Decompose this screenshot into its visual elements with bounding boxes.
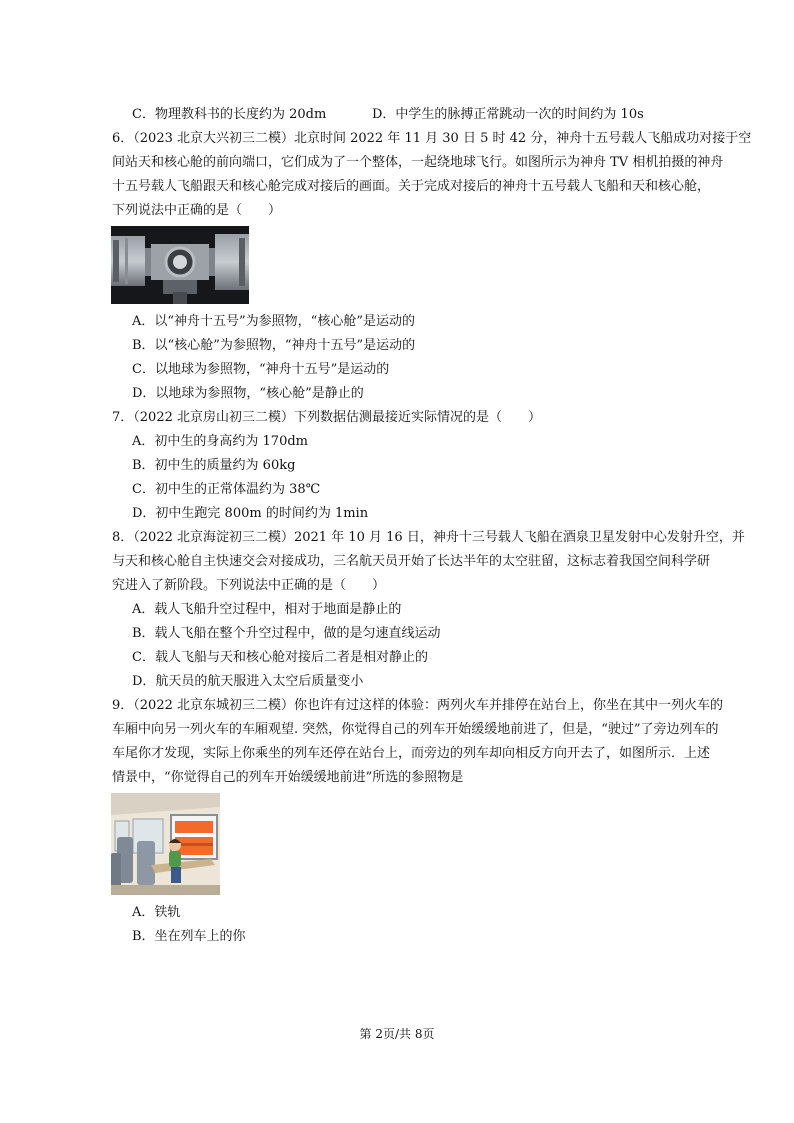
q7-option-d: D．初中生跑完 800m 的时间约为 1min — [132, 506, 369, 521]
spacecraft-docking-image — [111, 226, 249, 304]
q7-stem: 7．（2022 北京房山初三二模）下列数据估测最接近实际情况的是（ ） — [112, 410, 541, 425]
q9-option-b: B．坐在列车上的你 — [132, 929, 246, 944]
q6-stem-line-2: 间站天和核心舱的前向端口，它们成为了一个整体，一起绕地球飞行。如图所示为神舟 TV 相机拍摄的神舟 — [112, 155, 724, 170]
q7-option-a: A．初中生的身高约为 170dm — [132, 434, 308, 449]
q7-option-b: B．初中生的质量约为 60kg — [132, 458, 296, 473]
q6-option-c: C．以地球为参照物，“神舟十五号”是运动的 — [132, 362, 390, 377]
q8-option-a: A．载人飞船升空过程中，相对于地面是静止的 — [132, 602, 402, 617]
train-carriage-image — [111, 793, 220, 895]
q9-stem-line-2: 车厢中向另一列火车的车厢观望. 突然，你觉得自己的列车开始缓缓地前进了，但是，“驶过”了旁边列车的 — [112, 722, 719, 737]
q5-option-d: D．中学生的脉搏正常跳动一次的时间约为 10s — [372, 107, 644, 122]
q8-stem-line-3: 究进入了新阶段。下列说法中正确的是（ ） — [112, 578, 386, 593]
q9-stem-line-3: 车尾你才发现，实际上你乘坐的列车还停在站台上，而旁边的列车却向相反方向开去了，如图所示．上述 — [112, 746, 711, 761]
q6-stem-line-3: 十五号载人飞船跟天和核心舱完成对接后的画面。关于完成对接后的神舟十五号载人飞船和天和核心舱， — [112, 179, 711, 194]
page-number-footer: 第 2页/共 8页 — [359, 1027, 435, 1041]
q6-stem-line-4: 下列说法中正确的是（ ） — [112, 203, 282, 218]
q6-stem-line-1: 6．（2023 北京大兴初三二模）北京时间 2022 年 11 月 30 日 5 时 42 分，神舟十五号载人飞船成功对接于空 — [112, 131, 752, 146]
q8-stem-line-2: 与天和核心舱自主快速交会对接成功，三名航天员开始了长达半年的太空驻留，这标志着我国空间科学研 — [112, 554, 711, 569]
q8-option-d: D．航天员的航天服进入太空后质量变小 — [132, 674, 364, 689]
q9-stem-line-1: 9．（2022 北京东城初三二模）你也许有过这样的体验：两列火车并排停在站台上，你坐在其中一列火车的 — [112, 698, 723, 713]
q5-option-c: C．物理教科书的长度约为 20dm — [132, 107, 327, 122]
q7-option-c: C．初中生的正常体温约为 38℃ — [132, 482, 321, 497]
q6-option-b: B．以“核心舱”为参照物，“神舟十五号”是运动的 — [132, 338, 416, 353]
q8-option-c: C．载人飞船与天和核心舱对接后二者是相对静止的 — [132, 650, 428, 665]
q9-option-a: A．铁轨 — [132, 905, 181, 920]
q8-stem-line-1: 8．（2022 北京海淀初三二模）2021 年 10 月 16 日，神舟十三号载人飞船在酒泉卫星发射中心发射升空，并 — [112, 530, 745, 545]
q6-option-a: A．以“神舟十五号”为参照物，“核心舱”是运动的 — [132, 314, 415, 329]
q8-option-b: B．载人飞船在整个升空过程中，做的是匀速直线运动 — [132, 626, 441, 641]
q6-option-d: D．以地球为参照物，“核心舱”是静止的 — [132, 386, 364, 401]
q9-stem-line-4: 情景中，“你觉得自己的列车开始缓缓地前进”所选的参照物是 — [112, 770, 464, 785]
